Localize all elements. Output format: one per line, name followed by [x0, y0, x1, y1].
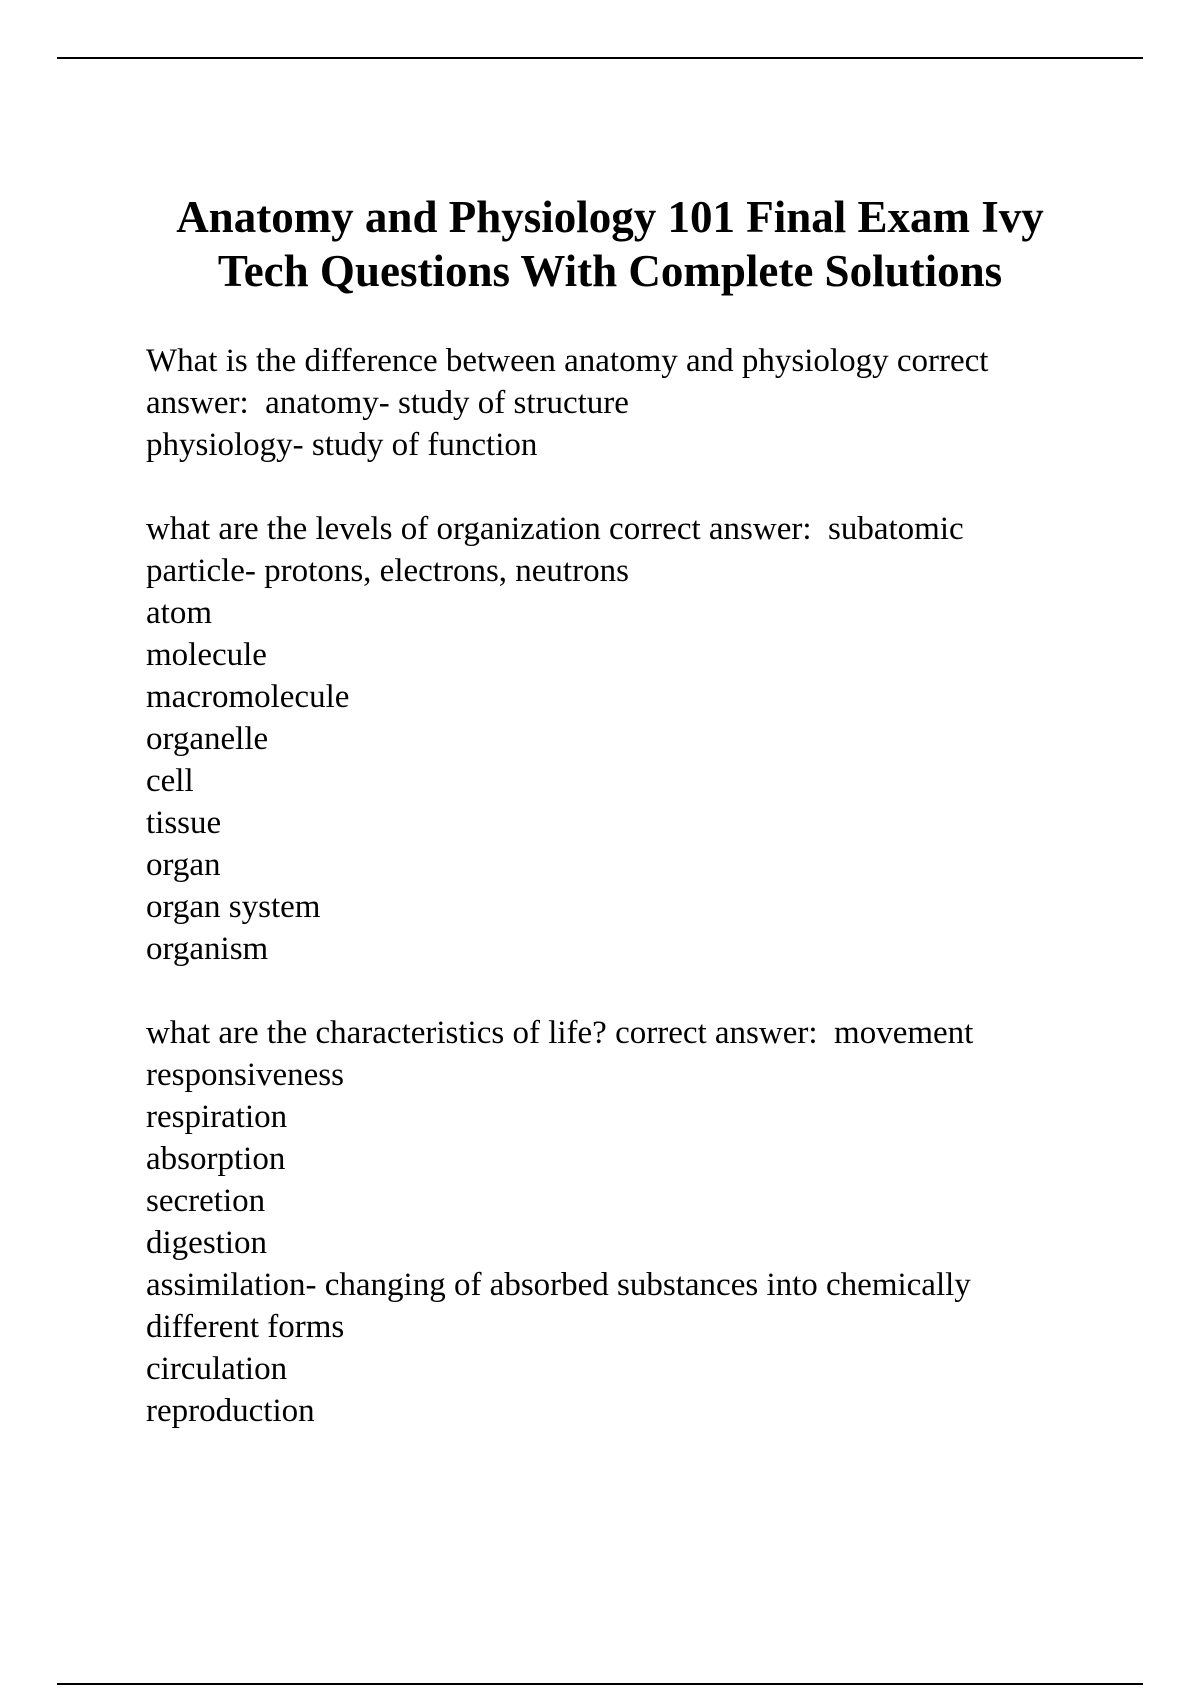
answer-line: macromolecule [146, 679, 350, 715]
answer-line: respiration [146, 1099, 288, 1135]
answer-line: organ [146, 847, 221, 883]
answer-line: organism [146, 931, 269, 967]
answer-line: assimilation- changing of absorbed substances into chemically [146, 1267, 971, 1303]
bottom-divider [57, 1683, 1143, 1685]
answer-line: atom [146, 595, 212, 631]
qa-block-characteristics-of-life [146, 1012, 1146, 1432]
answer-line: absorption [146, 1141, 286, 1177]
title-line: Anatomy and Physiology 101 Final Exam Ivy [176, 192, 1044, 242]
answer-line: physiology- study of function [146, 427, 538, 463]
answer-line: organ system [146, 889, 321, 925]
answer-line: tissue [146, 805, 222, 841]
question-line: What is the difference between anatomy and physiology correct [146, 343, 989, 379]
title-line: Tech Questions With Complete Solutions [217, 246, 1003, 296]
answer-line: particle- protons, electrons, neutrons [146, 553, 629, 589]
answer-line: molecule [146, 637, 267, 673]
answer-line: organelle [146, 721, 269, 757]
answer-line: cell [146, 763, 194, 799]
question-line: what are the characteristics of life? correct answer: movement [146, 1015, 974, 1051]
document-body [146, 340, 1146, 1474]
answer-line: secretion [146, 1183, 266, 1219]
document-title [110, 190, 1110, 298]
answer-line: different forms [146, 1309, 345, 1345]
answer-line: reproduction [146, 1393, 315, 1429]
qa-block-levels-of-organization [146, 508, 1146, 970]
qa-block-anatomy-vs-physiology [146, 340, 1146, 466]
answer-line: responsiveness [146, 1057, 344, 1093]
question-line: what are the levels of organization correct answer: subatomic [146, 511, 964, 547]
answer-line: circulation [146, 1351, 288, 1387]
answer-line: digestion [146, 1225, 267, 1261]
answer-line: answer: anatomy- study of structure [146, 385, 629, 421]
top-divider [57, 57, 1143, 59]
